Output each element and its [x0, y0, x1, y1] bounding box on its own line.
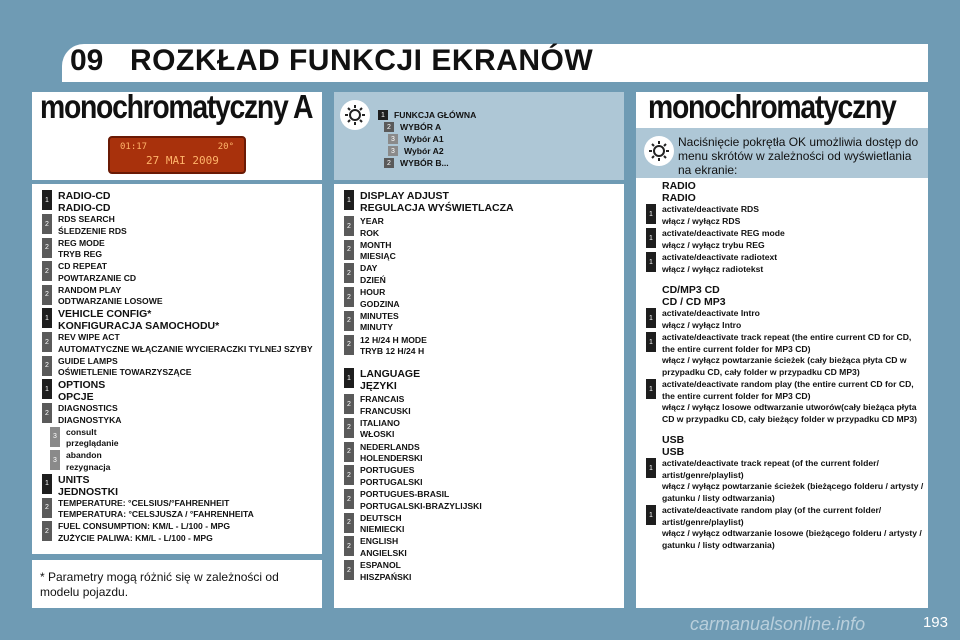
- level-badge: 2: [344, 240, 354, 260]
- item-line: DZIEŃ: [360, 274, 386, 285]
- list-item: [344, 513, 404, 536]
- level-badge: 1: [378, 110, 388, 120]
- item-line: DIAGNOSTICS: [58, 403, 118, 413]
- item-line: activate/deactivate RDS: [662, 204, 759, 214]
- item-line: YEAR: [360, 216, 384, 226]
- item-line: włącz / wyłącz Intro: [662, 319, 742, 330]
- item-text: [360, 335, 427, 358]
- item-line: RADIO-CD: [58, 202, 111, 214]
- level-badge: 3: [50, 450, 60, 470]
- display-time: 01:17: [120, 142, 148, 152]
- list-item: [42, 285, 163, 308]
- chapter-number: 09: [70, 44, 104, 77]
- section-heading: USB: [662, 434, 685, 446]
- item-text: [662, 505, 924, 551]
- level-badge: 1: [646, 228, 656, 248]
- section-heading: RADIO: [662, 192, 696, 204]
- item-line: włącz / wyłącz powtarzanie ścieżek (bieżącego folderu / artysty / gatunku / listy odtwarzania): [662, 481, 924, 503]
- item-text: [58, 308, 219, 332]
- list-item: [646, 308, 924, 331]
- item-line: ENGLISH: [360, 536, 399, 547]
- level-badge: 2: [384, 158, 394, 168]
- list-item: [42, 356, 192, 379]
- item-text: [360, 240, 396, 263]
- section-heading: RADIO: [662, 180, 696, 192]
- level-badge: 3: [388, 146, 398, 156]
- level-badge: 3: [388, 134, 398, 144]
- item-text: [360, 263, 386, 286]
- item-line: MINUTES: [360, 310, 399, 321]
- level-badge: 2: [42, 261, 52, 281]
- display-date: 27 MAI 2009: [146, 154, 219, 167]
- list-item: [344, 287, 400, 310]
- level-badge: 2: [344, 263, 354, 283]
- item-line: ODTWARZANIE LOSOWE: [58, 296, 163, 306]
- level-badge: 1: [42, 474, 52, 494]
- list-item: [646, 458, 924, 504]
- legend-label: FUNKCJA GŁÓWNA: [394, 110, 477, 120]
- item-line: OPTIONS: [58, 379, 106, 391]
- level-badge: 2: [42, 521, 52, 541]
- item-line: ROK: [360, 227, 380, 238]
- item-text: [58, 190, 111, 214]
- item-line: PORTUGUES-BRASIL: [360, 489, 450, 499]
- list-item: [646, 505, 924, 551]
- level-badge: 2: [344, 394, 354, 414]
- settings-gear-icon: [340, 100, 370, 130]
- item-text: [58, 214, 127, 237]
- item-text: [360, 368, 420, 392]
- item-line: REG MODE: [58, 237, 105, 248]
- list-item: [42, 474, 118, 498]
- item-line: OPCJE: [58, 391, 94, 403]
- legend-item: [388, 134, 444, 146]
- item-line: DISPLAY ADJUST: [360, 190, 449, 202]
- item-text: [58, 356, 192, 379]
- item-line: TEMPERATURA: °CELSJUSZA / °FAHRENHEITA: [58, 509, 254, 519]
- list-item: [50, 450, 110, 473]
- item-line: activate/deactivate random play (of the current folder/ artist/genre/playlist): [662, 505, 882, 527]
- level-badge: 2: [344, 216, 354, 236]
- item-line: activate/deactivate track repeat (the entire current CD for CD, the entire current folder for MP3 CD): [662, 332, 912, 354]
- list-item: [42, 261, 136, 284]
- item-text: [360, 287, 400, 310]
- item-line: ITALIANO: [360, 417, 400, 428]
- item-line: TEMPERATURE: °CELSIUS/°FAHRENHEIT: [58, 497, 230, 508]
- section-heading: USB: [662, 446, 685, 458]
- item-line: VEHICLE CONFIG*: [58, 308, 152, 320]
- legend-label: Wybór A1: [404, 134, 444, 144]
- item-text: [66, 450, 110, 473]
- item-line: UNITS: [58, 473, 90, 486]
- item-line: 12 H/24 H MODE: [360, 334, 427, 345]
- intro-text: Naciśnięcie pokrętła OK umożliwia dostęp do menu skrótów w zależności od wyświetlania na ekranie:: [678, 135, 919, 177]
- list-item: [646, 379, 924, 425]
- section-heading: CD/MP3 CD: [662, 284, 720, 296]
- legend-label: WYBÓR B...: [400, 158, 449, 168]
- list-item: [42, 379, 105, 403]
- item-text: [360, 216, 384, 239]
- list-item: [42, 238, 105, 261]
- level-badge: 2: [344, 513, 354, 533]
- item-line: NEDERLANDS: [360, 441, 420, 452]
- item-text: [360, 489, 482, 512]
- legend-box: [334, 92, 624, 180]
- list-item: [344, 311, 399, 334]
- level-badge: 1: [646, 379, 656, 399]
- item-text: [662, 228, 924, 251]
- item-line: rezygnacja: [66, 461, 111, 472]
- item-line: DAY: [360, 263, 378, 274]
- item-line: MIESIĄC: [360, 251, 396, 262]
- watermark: carmanualsonline.info: [690, 614, 866, 634]
- item-line: OŚWIETLENIE TOWARZYSZĄCE: [58, 367, 192, 377]
- item-line: ANGIELSKI: [360, 547, 407, 558]
- level-badge: 2: [344, 560, 354, 580]
- item-line: ESPANOL: [360, 560, 401, 571]
- footnote: * Parametry mogą różnić się w zależności od modelu pojazdu.: [40, 570, 279, 599]
- item-line: włącz / wyłącz odtwarzanie losowe (bieżącego folderu / artysty / gatunku / listy odtwarzania): [662, 528, 922, 550]
- item-text: [58, 261, 136, 284]
- list-item: [344, 263, 386, 286]
- item-text: [662, 332, 924, 378]
- page-number: 193: [922, 614, 948, 631]
- item-line: włącz / wyłącz radiotekst: [662, 263, 764, 274]
- item-line: JĘZYKI: [360, 380, 397, 393]
- level-badge: 1: [42, 308, 52, 328]
- item-text: [58, 498, 254, 521]
- item-text: [58, 474, 118, 498]
- item-text: [58, 521, 230, 544]
- item-line: POWTARZANIE CD: [58, 272, 137, 283]
- item-line: MINUTY: [360, 322, 393, 333]
- item-line: HOUR: [360, 287, 386, 298]
- item-line: RANDOM PLAY: [58, 284, 122, 295]
- item-line: activate/deactivate track repeat (of the current folder/ artist/genre/playlist): [662, 458, 879, 480]
- item-line: REGULACJA WYŚWIETLACZA: [360, 202, 514, 214]
- item-line: KONFIGURACJA SAMOCHODU*: [58, 320, 220, 332]
- list-item: [344, 560, 411, 583]
- list-item: [646, 332, 924, 378]
- item-line: RADIO-CD: [58, 190, 111, 202]
- display-temp: 20°: [217, 142, 234, 152]
- legend-label: WYBÓR A: [400, 122, 442, 132]
- item-line: ŚLEDZENIE RDS: [58, 225, 127, 236]
- level-badge: 1: [344, 190, 354, 210]
- item-text: [662, 458, 924, 504]
- list-item: [42, 521, 230, 544]
- item-text: [66, 427, 119, 450]
- item-line: ZUŻYCIE PALIWA: KM/L - L/100 - MPG: [58, 532, 213, 543]
- level-badge: 2: [42, 214, 52, 234]
- level-badge: 2: [42, 238, 52, 258]
- item-line: CD REPEAT: [58, 261, 108, 271]
- item-text: [58, 332, 313, 355]
- item-line: NIEMIECKI: [360, 524, 405, 535]
- item-text: [360, 311, 399, 334]
- item-text: [360, 442, 423, 465]
- list-item: [646, 204, 924, 227]
- item-line: abandon: [66, 450, 102, 460]
- item-text: [58, 403, 122, 426]
- level-badge: 1: [42, 379, 52, 399]
- item-line: FRANCAIS: [360, 394, 405, 405]
- legend-item: [388, 146, 444, 158]
- legend-item: [384, 122, 441, 134]
- list-item: [344, 335, 427, 358]
- item-line: MONTH: [360, 239, 392, 250]
- item-text: [360, 513, 404, 536]
- item-line: PORTUGALSKI: [360, 476, 423, 487]
- item-line: JEDNOSTKI: [58, 485, 119, 498]
- level-badge: 1: [646, 505, 656, 525]
- level-badge: 2: [384, 122, 394, 132]
- list-item: [344, 489, 482, 512]
- list-item: [344, 394, 411, 417]
- item-line: włącz / wyłącz RDS: [662, 215, 741, 226]
- list-item: [42, 332, 313, 355]
- item-text: [662, 204, 924, 227]
- level-badge: 3: [50, 427, 60, 447]
- item-line: PORTUGALSKI-BRAZYLIJSKI: [360, 500, 482, 511]
- item-text: [662, 379, 924, 425]
- column-a-title: monochromatyczny A: [40, 88, 313, 125]
- item-line: TRYB 12 H/24 H: [360, 346, 425, 356]
- list-item: [42, 498, 254, 521]
- item-line: FRANCUSKI: [360, 405, 411, 416]
- list-item: [42, 403, 122, 426]
- legend-item: [384, 158, 449, 170]
- item-text: [58, 379, 105, 403]
- item-text: [360, 536, 407, 559]
- item-line: activate/deactivate radiotext: [662, 252, 778, 262]
- level-badge: 1: [344, 368, 354, 388]
- list-item: [646, 228, 924, 251]
- legend-label: Wybór A2: [404, 146, 444, 156]
- item-line: włącz / wyłącz powtarzanie ścieżek (cały bieżąca płyta CD w przypadku CD, cały folder w przypadku CD MP3): [662, 355, 907, 377]
- level-badge: 1: [646, 332, 656, 352]
- item-line: activate/deactivate REG mode: [662, 228, 785, 238]
- item-line: HISZPAŃSKI: [360, 571, 412, 582]
- item-line: LANGUAGE: [360, 368, 421, 381]
- list-item: [344, 442, 423, 465]
- item-text: [360, 418, 400, 441]
- list-item: [42, 190, 111, 214]
- item-line: PORTUGUES: [360, 465, 415, 476]
- item-line: activate/deactivate random play (the entire current CD for CD, the entire current folder for MP3 CD): [662, 379, 914, 401]
- item-line: REV WIPE ACT: [58, 332, 120, 342]
- item-line: TRYB REG: [58, 249, 103, 259]
- list-item: [344, 465, 423, 488]
- item-text: [58, 285, 163, 308]
- settings-gear-icon: [644, 136, 674, 166]
- level-badge: 2: [344, 442, 354, 462]
- item-line: DIAGNOSTYKA: [58, 414, 122, 425]
- level-badge: 2: [42, 285, 52, 305]
- item-line: FUEL CONSUMPTION: KM/L - L/100 - MPG: [58, 521, 231, 531]
- item-text: [662, 308, 924, 331]
- item-line: GODZINA: [360, 298, 400, 309]
- level-badge: 2: [42, 403, 52, 423]
- item-line: DEUTSCH: [360, 512, 402, 523]
- item-line: HOLENDERSKI: [360, 453, 423, 464]
- page-title: ROZKŁAD FUNKCJI EKRANÓW: [130, 44, 594, 77]
- level-badge: 2: [344, 311, 354, 331]
- list-item: [42, 308, 219, 332]
- legend-item: [378, 110, 476, 122]
- level-badge: 1: [646, 458, 656, 478]
- list-item: [646, 252, 924, 275]
- item-text: [662, 252, 924, 275]
- list-item: [344, 536, 407, 559]
- item-line: włącz / wyłącz losowe odtwarzanie utworów(cały bieżąca płyta CD w przypadku CD, cały bieżący folder w przypadku CD MP3): [662, 402, 918, 424]
- item-text: [360, 394, 411, 417]
- item-line: włącz / wyłącz trybu REG: [662, 239, 765, 250]
- item-line: WŁOSKI: [360, 429, 395, 440]
- section-heading: CD / CD MP3: [662, 296, 726, 308]
- level-badge: 1: [646, 204, 656, 224]
- list-item: [344, 216, 384, 239]
- level-badge: 2: [42, 332, 52, 352]
- level-badge: 2: [344, 418, 354, 438]
- list-item: [344, 240, 396, 263]
- list-item: [344, 190, 514, 214]
- list-item: [344, 368, 420, 392]
- level-badge: 2: [344, 536, 354, 556]
- item-line: AUTOMATYCZNE WŁĄCZANIE WYCIERACZKI TYLNEJ SZYBY: [58, 343, 313, 354]
- list-item: [344, 418, 400, 441]
- item-text: [360, 560, 411, 583]
- level-badge: 1: [646, 252, 656, 272]
- item-line: GUIDE LAMPS: [58, 355, 118, 366]
- item-line: consult: [66, 426, 97, 437]
- level-badge: 2: [344, 335, 354, 355]
- display-preview: [108, 136, 246, 174]
- item-text: [360, 190, 514, 214]
- item-text: [58, 238, 105, 261]
- list-item: [50, 427, 119, 450]
- item-line: activate/deactivate Intro: [662, 308, 760, 318]
- column-c-title: monochromatyczny: [648, 88, 896, 125]
- level-badge: 2: [344, 489, 354, 509]
- level-badge: 1: [42, 190, 52, 210]
- level-badge: 2: [42, 356, 52, 376]
- level-badge: 2: [344, 287, 354, 307]
- level-badge: 1: [646, 308, 656, 328]
- item-line: RDS SEARCH: [58, 214, 115, 224]
- level-badge: 2: [344, 465, 354, 485]
- item-text: [360, 465, 423, 488]
- level-badge: 2: [42, 498, 52, 518]
- item-line: przeglądanie: [66, 438, 119, 448]
- list-item: [42, 214, 127, 237]
